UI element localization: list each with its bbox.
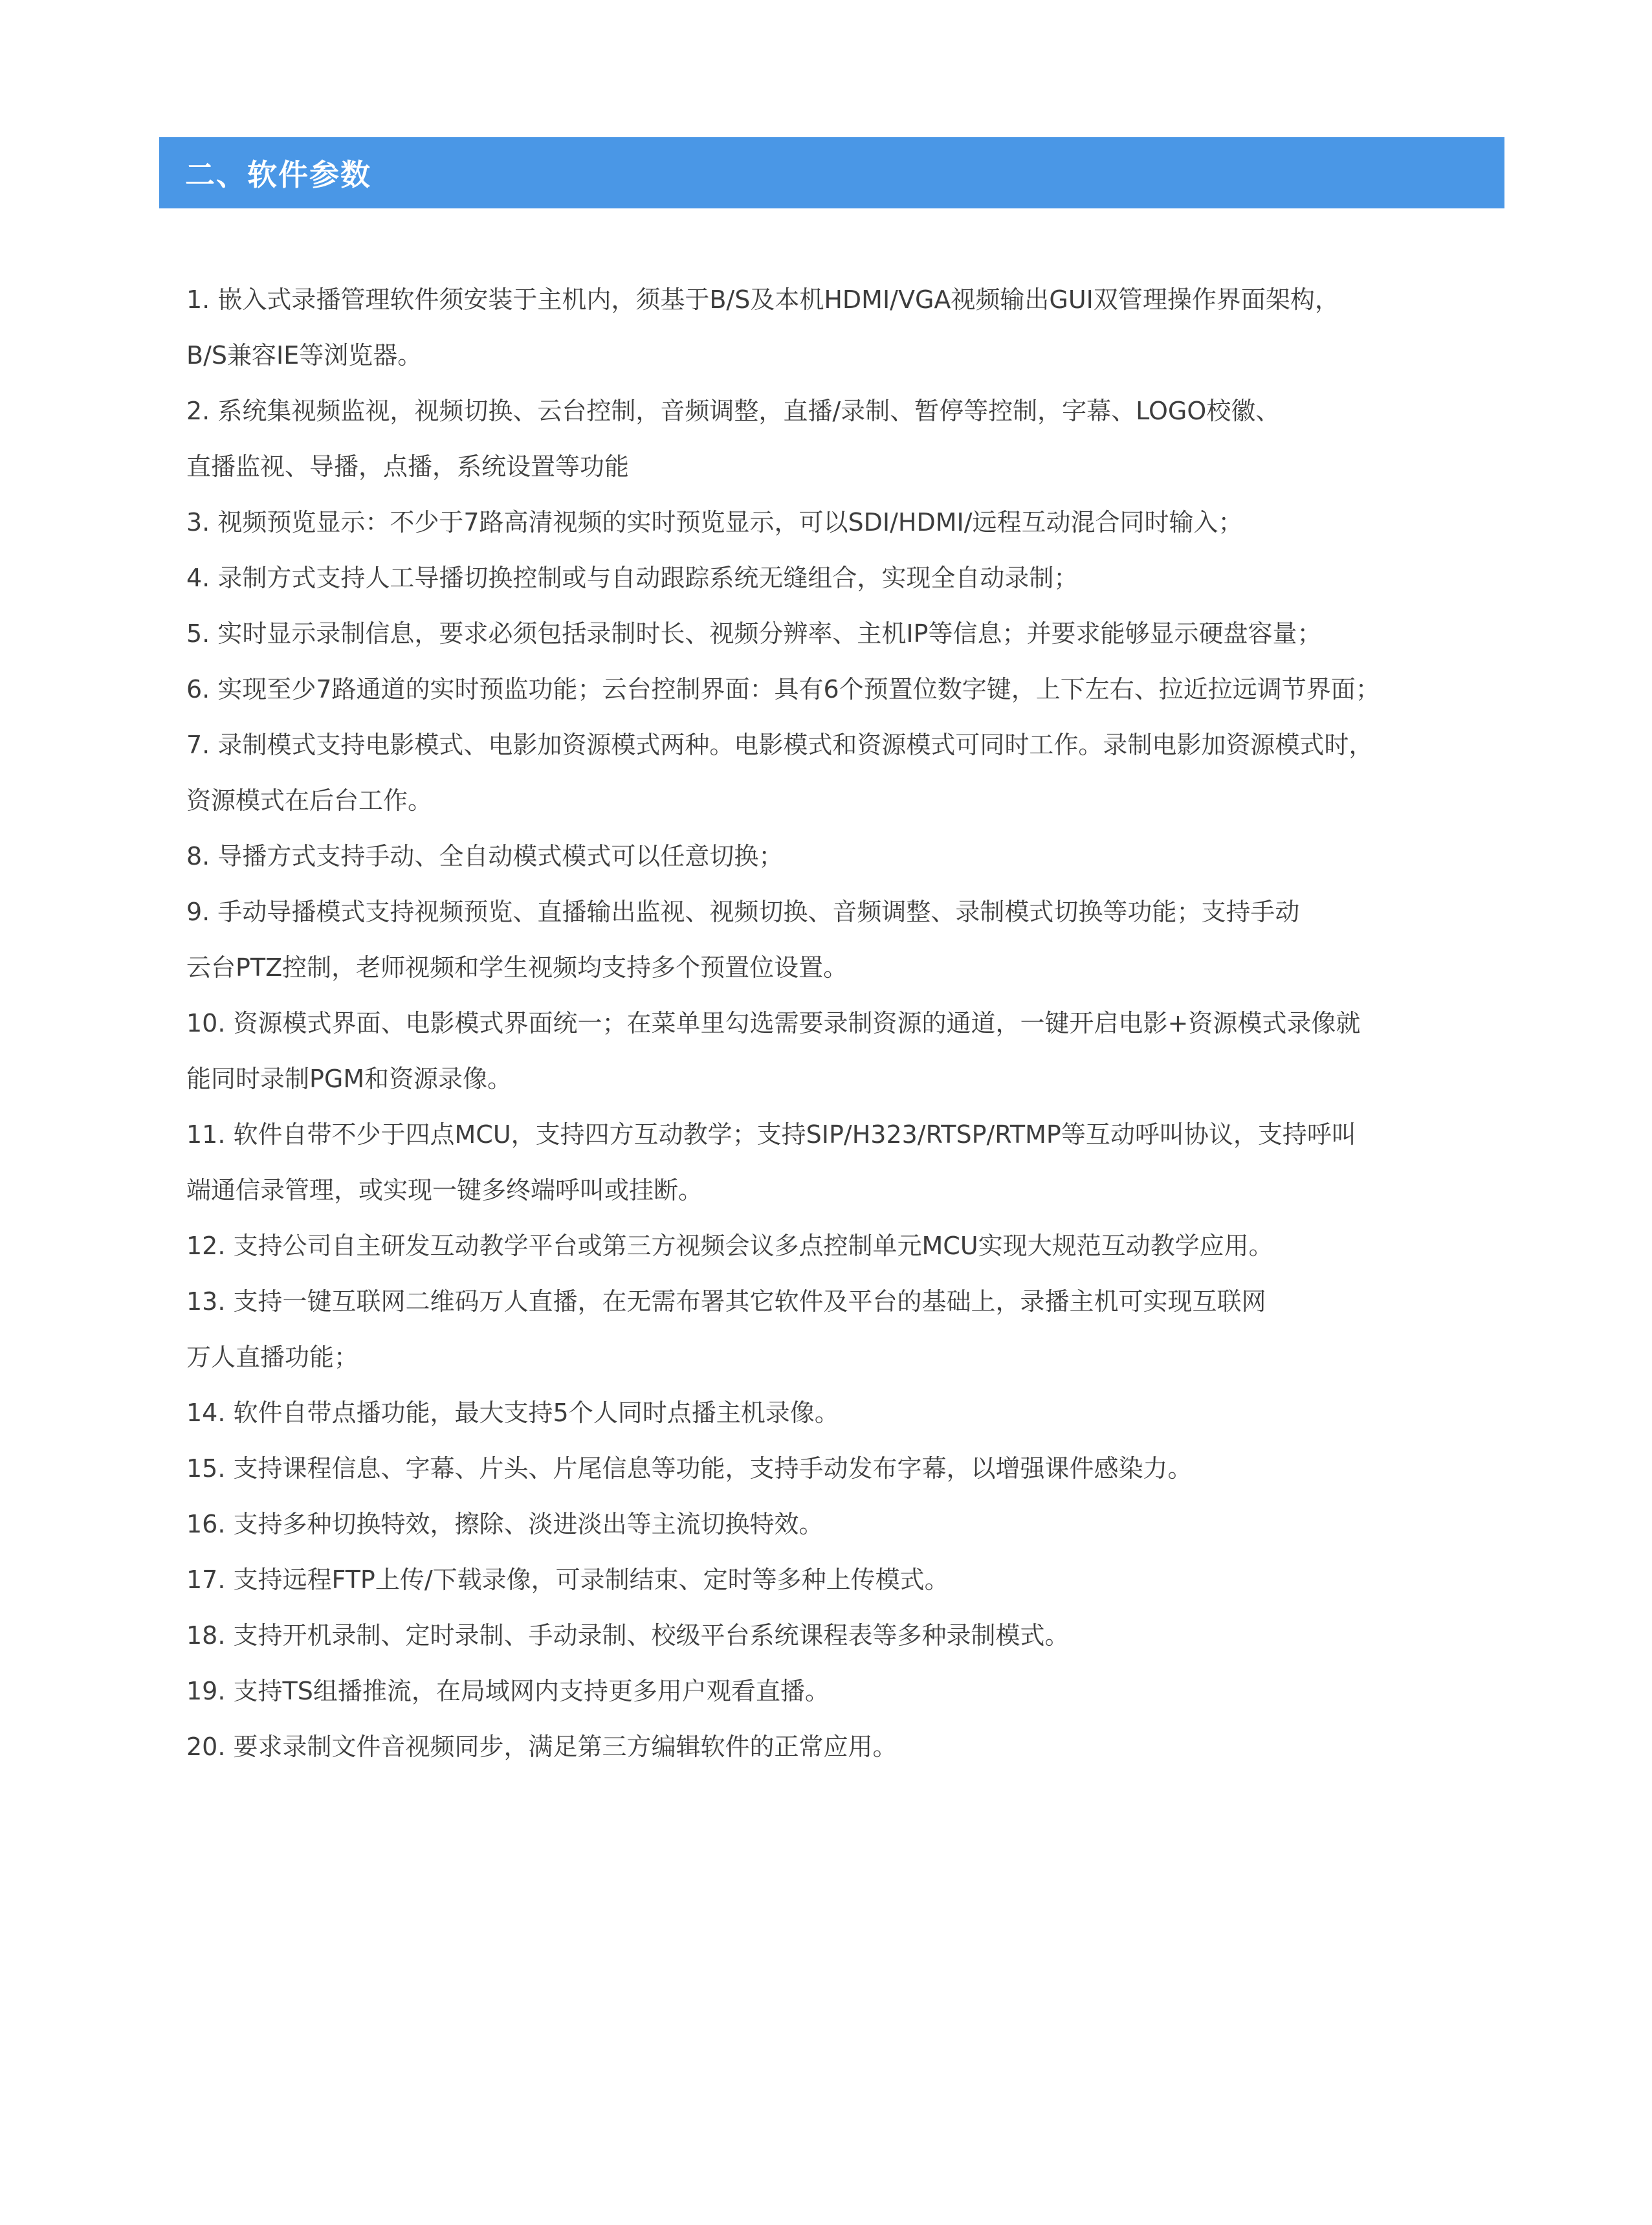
list-item-line: 15. 支持课程信息、字幕、片头、片尾信息等功能，支持手动发布字幕，以增强课件感染力。 bbox=[186, 1454, 1193, 1483]
list-item bbox=[186, 1107, 1481, 1218]
list-item bbox=[186, 1663, 1481, 1719]
list-item-line: 18. 支持开机录制、定时录制、手动录制、校级平台系统课程表等多种录制模式。 bbox=[186, 1621, 1070, 1650]
list-item-line: 12. 支持公司自主研发互动教学平台或第三方视频会议多点控制单元MCU实现大规范互动教学应用。 bbox=[186, 1232, 1273, 1260]
list-item bbox=[186, 995, 1481, 1107]
list-item-line: 16. 支持多种切换特效，擦除、淡进淡出等主流切换特效。 bbox=[186, 1510, 824, 1538]
list-item-line: 20. 要求录制文件音视频同步，满足第三方编辑软件的正常应用。 bbox=[186, 1732, 898, 1761]
list-item-line: 3. 视频预览显示：不少于7路高清视频的实时预览显示，可以SDI/HDMI/远程互动混合同时输入； bbox=[186, 508, 1243, 537]
list-item bbox=[186, 1496, 1481, 1552]
list-item-line: 直播监视、导播，点播，系统设置等功能 bbox=[186, 452, 630, 481]
list-item-line: 资源模式在后台工作。 bbox=[186, 786, 433, 815]
list-item bbox=[186, 1218, 1481, 1274]
list-item-line: 6. 实现至少7路通道的实时预监功能；云台控制界面：具有6个预置位数字键，上下左右、拉近拉远调节界面； bbox=[186, 675, 1380, 703]
list-item-line: 17. 支持远程FTP上传/下载录像，可录制结束、定时等多种上传模式。 bbox=[186, 1566, 949, 1594]
list-item-line: 2. 系统集视频监视，视频切换、云台控制，音频调整，直播/录制、暂停等控制，字幕、LOGO校徽、 bbox=[186, 397, 1281, 425]
list-item-line: 7. 录制模式支持电影模式、电影加资源模式两种。电影模式和资源模式可同时工作。录制电影加资源模式时， bbox=[186, 731, 1374, 759]
parameter-list bbox=[186, 272, 1481, 1775]
list-item bbox=[186, 884, 1481, 995]
list-item bbox=[186, 1552, 1481, 1608]
list-item bbox=[186, 272, 1481, 383]
list-item-line: 19. 支持TS组播推流，在局域网内支持更多用户观看直播。 bbox=[186, 1677, 830, 1705]
list-item bbox=[186, 1441, 1481, 1496]
list-item bbox=[186, 1608, 1481, 1663]
list-item bbox=[186, 1385, 1481, 1441]
list-item bbox=[186, 550, 1481, 606]
list-item-line: 端通信录管理，或实现一键多终端呼叫或挂断。 bbox=[186, 1176, 703, 1204]
list-item-line: 10. 资源模式界面、电影模式界面统一；在菜单里勾选需要录制资源的通道，一键开启电影+资源模式录像就 bbox=[186, 1009, 1361, 1037]
section-header bbox=[159, 137, 1504, 208]
list-item bbox=[186, 717, 1481, 828]
list-item-line: 13. 支持一键互联网二维码万人直播，在无需布署其它软件及平台的基础上，录播主机可实现互联网 bbox=[186, 1287, 1266, 1316]
list-item bbox=[186, 606, 1481, 661]
list-item bbox=[186, 661, 1481, 717]
list-item-line: 11. 软件自带不少于四点MCU，支持四方互动教学；支持SIP/H323/RTSP/RTMP等互动呼叫协议，支持呼叫 bbox=[186, 1120, 1356, 1149]
list-item-line: 万人直播功能； bbox=[186, 1343, 359, 1371]
list-item-line: B/S兼容IE等浏览器。 bbox=[186, 341, 423, 370]
list-item-line: 14. 软件自带点播功能，最大支持5个人同时点播主机录像。 bbox=[186, 1399, 839, 1427]
list-item-line: 4. 录制方式支持人工导播切换控制或与自动跟踪系统无缝组合，实现全自动录制； bbox=[186, 564, 1079, 592]
list-item bbox=[186, 1274, 1481, 1385]
list-item-line: 8. 导播方式支持手动、全自动模式模式可以任意切换； bbox=[186, 842, 784, 870]
list-item-line: 云台PTZ控制，老师视频和学生视频均支持多个预置位设置。 bbox=[186, 953, 848, 982]
list-item bbox=[186, 383, 1481, 494]
list-item bbox=[186, 494, 1481, 550]
list-item-line: 能同时录制PGM和资源录像。 bbox=[186, 1065, 512, 1093]
list-item bbox=[186, 1719, 1481, 1775]
list-item-line: 1. 嵌入式录播管理软件须安装于主机内，须基于B/S及本机HDMI/VGA视频输出GUI双管理操作界面架构， bbox=[186, 285, 1339, 314]
list-item-line: 9. 手动导播模式支持视频预览、直播输出监视、视频切换、音频调整、录制模式切换等功能；支持手动 bbox=[186, 898, 1300, 926]
section-title: 二、软件参数 bbox=[185, 157, 371, 192]
list-item-line: 5. 实时显示录制信息，要求必须包括录制时长、视频分辨率、主机IP等信息；并要求能够显示硬盘容量； bbox=[186, 619, 1322, 648]
list-item bbox=[186, 828, 1481, 884]
